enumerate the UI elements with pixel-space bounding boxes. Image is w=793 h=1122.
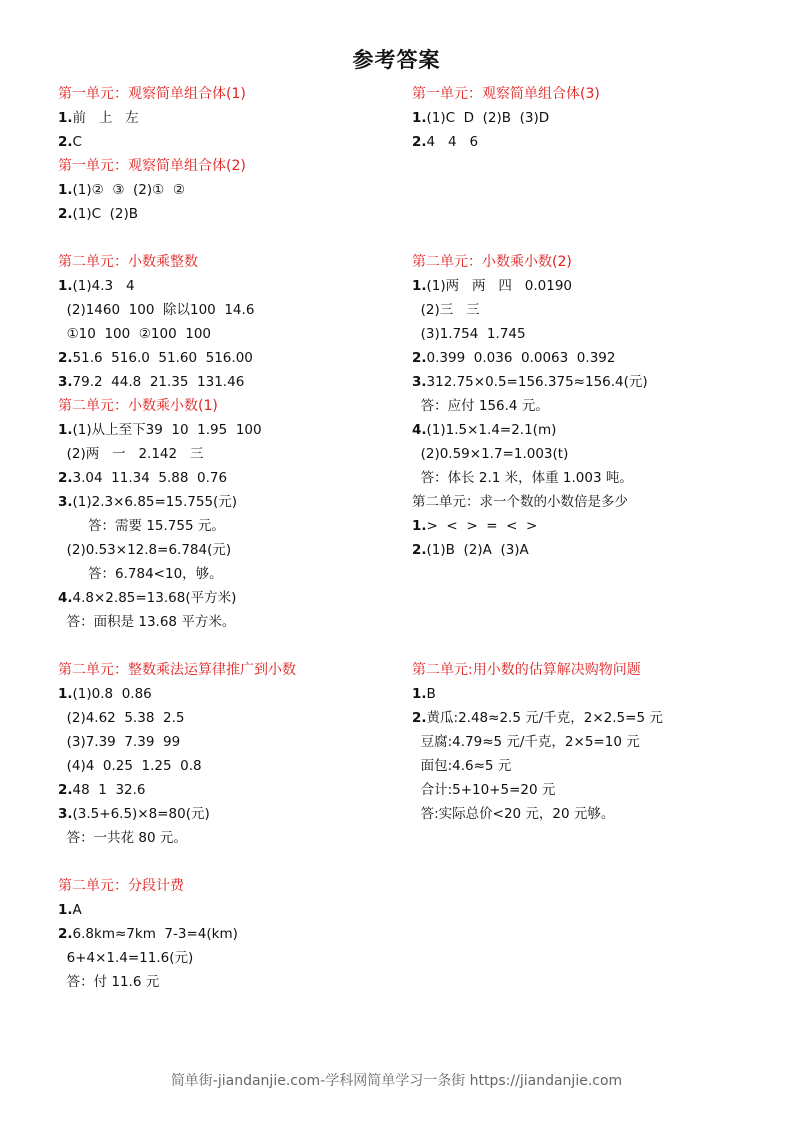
spacer <box>58 634 398 658</box>
item-number: 2. <box>58 782 73 798</box>
item-text: (1)② ③ (2)① ② <box>72 182 185 198</box>
answer-line: 答：应付 156.4 元。 <box>412 398 549 414</box>
item-text: 3.04 11.34 5.88 0.76 <box>72 470 228 486</box>
spacer <box>58 226 398 250</box>
right-column <box>412 82 742 826</box>
item-number: 2. <box>58 926 73 942</box>
item-number: 3. <box>58 494 73 510</box>
section-heading: 第一单元：观察简单组合体(1) <box>58 86 246 102</box>
spacer <box>412 226 742 250</box>
answer-line: 豆腐:4.79≈5 元/千克，2×5=10 元 <box>412 734 640 750</box>
spacer <box>412 178 742 202</box>
answer-item <box>58 370 398 394</box>
item-number: 2. <box>58 350 73 366</box>
section-heading: 第二单元：整数乘法运算律推广到小数 <box>58 662 296 678</box>
answer-line: 答：面积是 13.68 平方米。 <box>58 614 236 630</box>
answer-item <box>412 106 742 130</box>
answer-line: 面包:4.6≈5 元 <box>412 758 512 774</box>
answer-item <box>412 514 742 538</box>
answer-item <box>412 346 742 370</box>
item-text: 4 4 6 <box>426 134 479 150</box>
section-heading: 第一单元：观察简单组合体(3) <box>412 86 600 102</box>
item-text: > < > = < > <box>426 518 538 534</box>
item-text: 黄瓜:2.48≈2.5 元/千克，2×2.5=5 元 <box>426 710 663 726</box>
item-text: (1)1.5×1.4=2.1(m) <box>426 422 557 438</box>
item-text: (1)C (2)B <box>72 206 139 222</box>
item-number: 1. <box>58 422 73 438</box>
item-text: (1)两 两 四 0.0190 <box>426 278 573 294</box>
item-number: 4. <box>58 590 73 606</box>
answer-item <box>412 418 742 442</box>
section-heading: 第二单元：小数乘小数(2) <box>412 254 572 270</box>
answer-item <box>412 370 742 394</box>
item-text: C <box>72 134 82 150</box>
answer-line: 答：体长 2.1 米，体重 1.003 吨。 <box>412 470 633 486</box>
item-number: 1. <box>412 686 427 702</box>
item-number: 1. <box>58 278 73 294</box>
item-number: 3. <box>58 806 73 822</box>
answer-item <box>412 682 742 706</box>
item-number: 1. <box>58 182 73 198</box>
answer-line: (2)0.59×1.7=1.003(t) <box>412 446 569 462</box>
answer-item <box>58 466 398 490</box>
item-number: 1. <box>412 110 427 126</box>
item-number: 2. <box>412 350 427 366</box>
item-text: (3.5+6.5)×8=80(元) <box>72 806 210 822</box>
answer-line: 答：一共花 80 元。 <box>58 830 187 846</box>
answer-item <box>58 490 398 514</box>
answer-line: 第二单元：求一个数的小数倍是多少 <box>412 494 628 510</box>
item-text: (1)从上至下39 10 1.95 100 <box>72 422 262 438</box>
item-number: 2. <box>58 206 73 222</box>
answer-line: 合计:5+10+5=20 元 <box>412 782 556 798</box>
item-text: (1)4.3 4 <box>72 278 135 294</box>
answer-item <box>58 898 398 922</box>
answer-item <box>58 922 398 946</box>
answer-line: 答：需要 15.755 元。 <box>58 518 225 534</box>
item-number: 1. <box>58 902 73 918</box>
item-number: 2. <box>412 710 427 726</box>
answer-line: (2)三 三 <box>412 302 480 318</box>
spacer <box>412 202 742 226</box>
item-number: 1. <box>58 110 73 126</box>
item-number: 2. <box>58 470 73 486</box>
answer-item <box>58 346 398 370</box>
item-text: 79.2 44.8 21.35 131.46 <box>72 374 245 390</box>
answer-item <box>58 802 398 826</box>
answer-line: 答:实际总价<20 元，20 元够。 <box>412 806 615 822</box>
answer-line: (3)7.39 7.39 99 <box>58 734 181 750</box>
answer-item <box>58 202 398 226</box>
item-text: 0.399 0.036 0.0063 0.392 <box>426 350 616 366</box>
answer-line: (2)4.62 5.38 2.5 <box>58 710 185 726</box>
answer-item <box>58 682 398 706</box>
spacer <box>412 154 742 178</box>
answer-item <box>58 778 398 802</box>
left-column <box>58 82 398 994</box>
spacer <box>412 610 742 634</box>
item-number: 4. <box>412 422 427 438</box>
item-number: 3. <box>412 374 427 390</box>
answer-line: (3)1.754 1.745 <box>412 326 526 342</box>
section-heading: 第二单元：小数乘整数 <box>58 254 198 270</box>
section-heading: 第一单元：观察简单组合体(2) <box>58 158 246 174</box>
item-text: B <box>426 686 436 702</box>
answer-item <box>412 274 742 298</box>
answer-line: (2)两 一 2.142 三 <box>58 446 204 462</box>
answer-line: (4)4 0.25 1.25 0.8 <box>58 758 202 774</box>
item-text: 312.75×0.5=156.375≈156.4(元) <box>426 374 648 390</box>
answer-item <box>58 274 398 298</box>
page-title: 参考答案 <box>352 48 441 72</box>
answer-line: 答：6.784<10，够。 <box>58 566 223 582</box>
answer-line: 答：付 11.6 元 <box>58 974 160 990</box>
spacer <box>412 586 742 610</box>
item-text: (1)C D (2)B (3)D <box>426 110 550 126</box>
answer-item <box>58 106 398 130</box>
item-text: (1)0.8 0.86 <box>72 686 152 702</box>
item-number: 1. <box>412 518 427 534</box>
item-text: 51.6 516.0 51.60 516.00 <box>72 350 253 366</box>
item-number: 2. <box>412 134 427 150</box>
answer-line: 6+4×1.4=11.6(元) <box>58 950 194 966</box>
section-heading: 第二单元:用小数的估算解决购物问题 <box>412 662 641 678</box>
section-heading: 第二单元：小数乘小数(1) <box>58 398 218 414</box>
item-number: 2. <box>412 542 427 558</box>
spacer <box>412 562 742 586</box>
answer-item <box>58 130 398 154</box>
answer-item <box>58 418 398 442</box>
spacer <box>58 850 398 874</box>
answer-line: (2)1460 100 除以100 14.6 <box>58 302 255 318</box>
footer-watermark: 简单街-jiandanjie.com-学科网简单学习一条街 https://jiandanjie.com <box>170 1073 623 1089</box>
item-text: 前 上 左 <box>72 110 139 126</box>
item-number: 1. <box>412 278 427 294</box>
item-text: (1)B (2)A (3)A <box>426 542 529 558</box>
answer-item <box>412 706 742 730</box>
item-text: (1)2.3×6.85=15.755(元) <box>72 494 238 510</box>
spacer <box>412 634 742 658</box>
answer-item <box>412 130 742 154</box>
answer-item <box>412 538 742 562</box>
answer-line: ①10 100 ②100 100 <box>58 326 212 342</box>
answer-item <box>58 586 398 610</box>
item-number: 1. <box>58 686 73 702</box>
answer-line: (2)0.53×12.8=6.784(元) <box>58 542 232 558</box>
item-number: 3. <box>58 374 73 390</box>
item-text: 48 1 32.6 <box>72 782 146 798</box>
item-text: 4.8×2.85=13.68(平方米) <box>72 590 237 606</box>
section-heading: 第二单元：分段计费 <box>58 878 184 894</box>
item-text: 6.8km≈7km 7-3=4(km) <box>72 926 238 942</box>
answer-item <box>58 178 398 202</box>
item-text: A <box>72 902 82 918</box>
item-number: 2. <box>58 134 73 150</box>
